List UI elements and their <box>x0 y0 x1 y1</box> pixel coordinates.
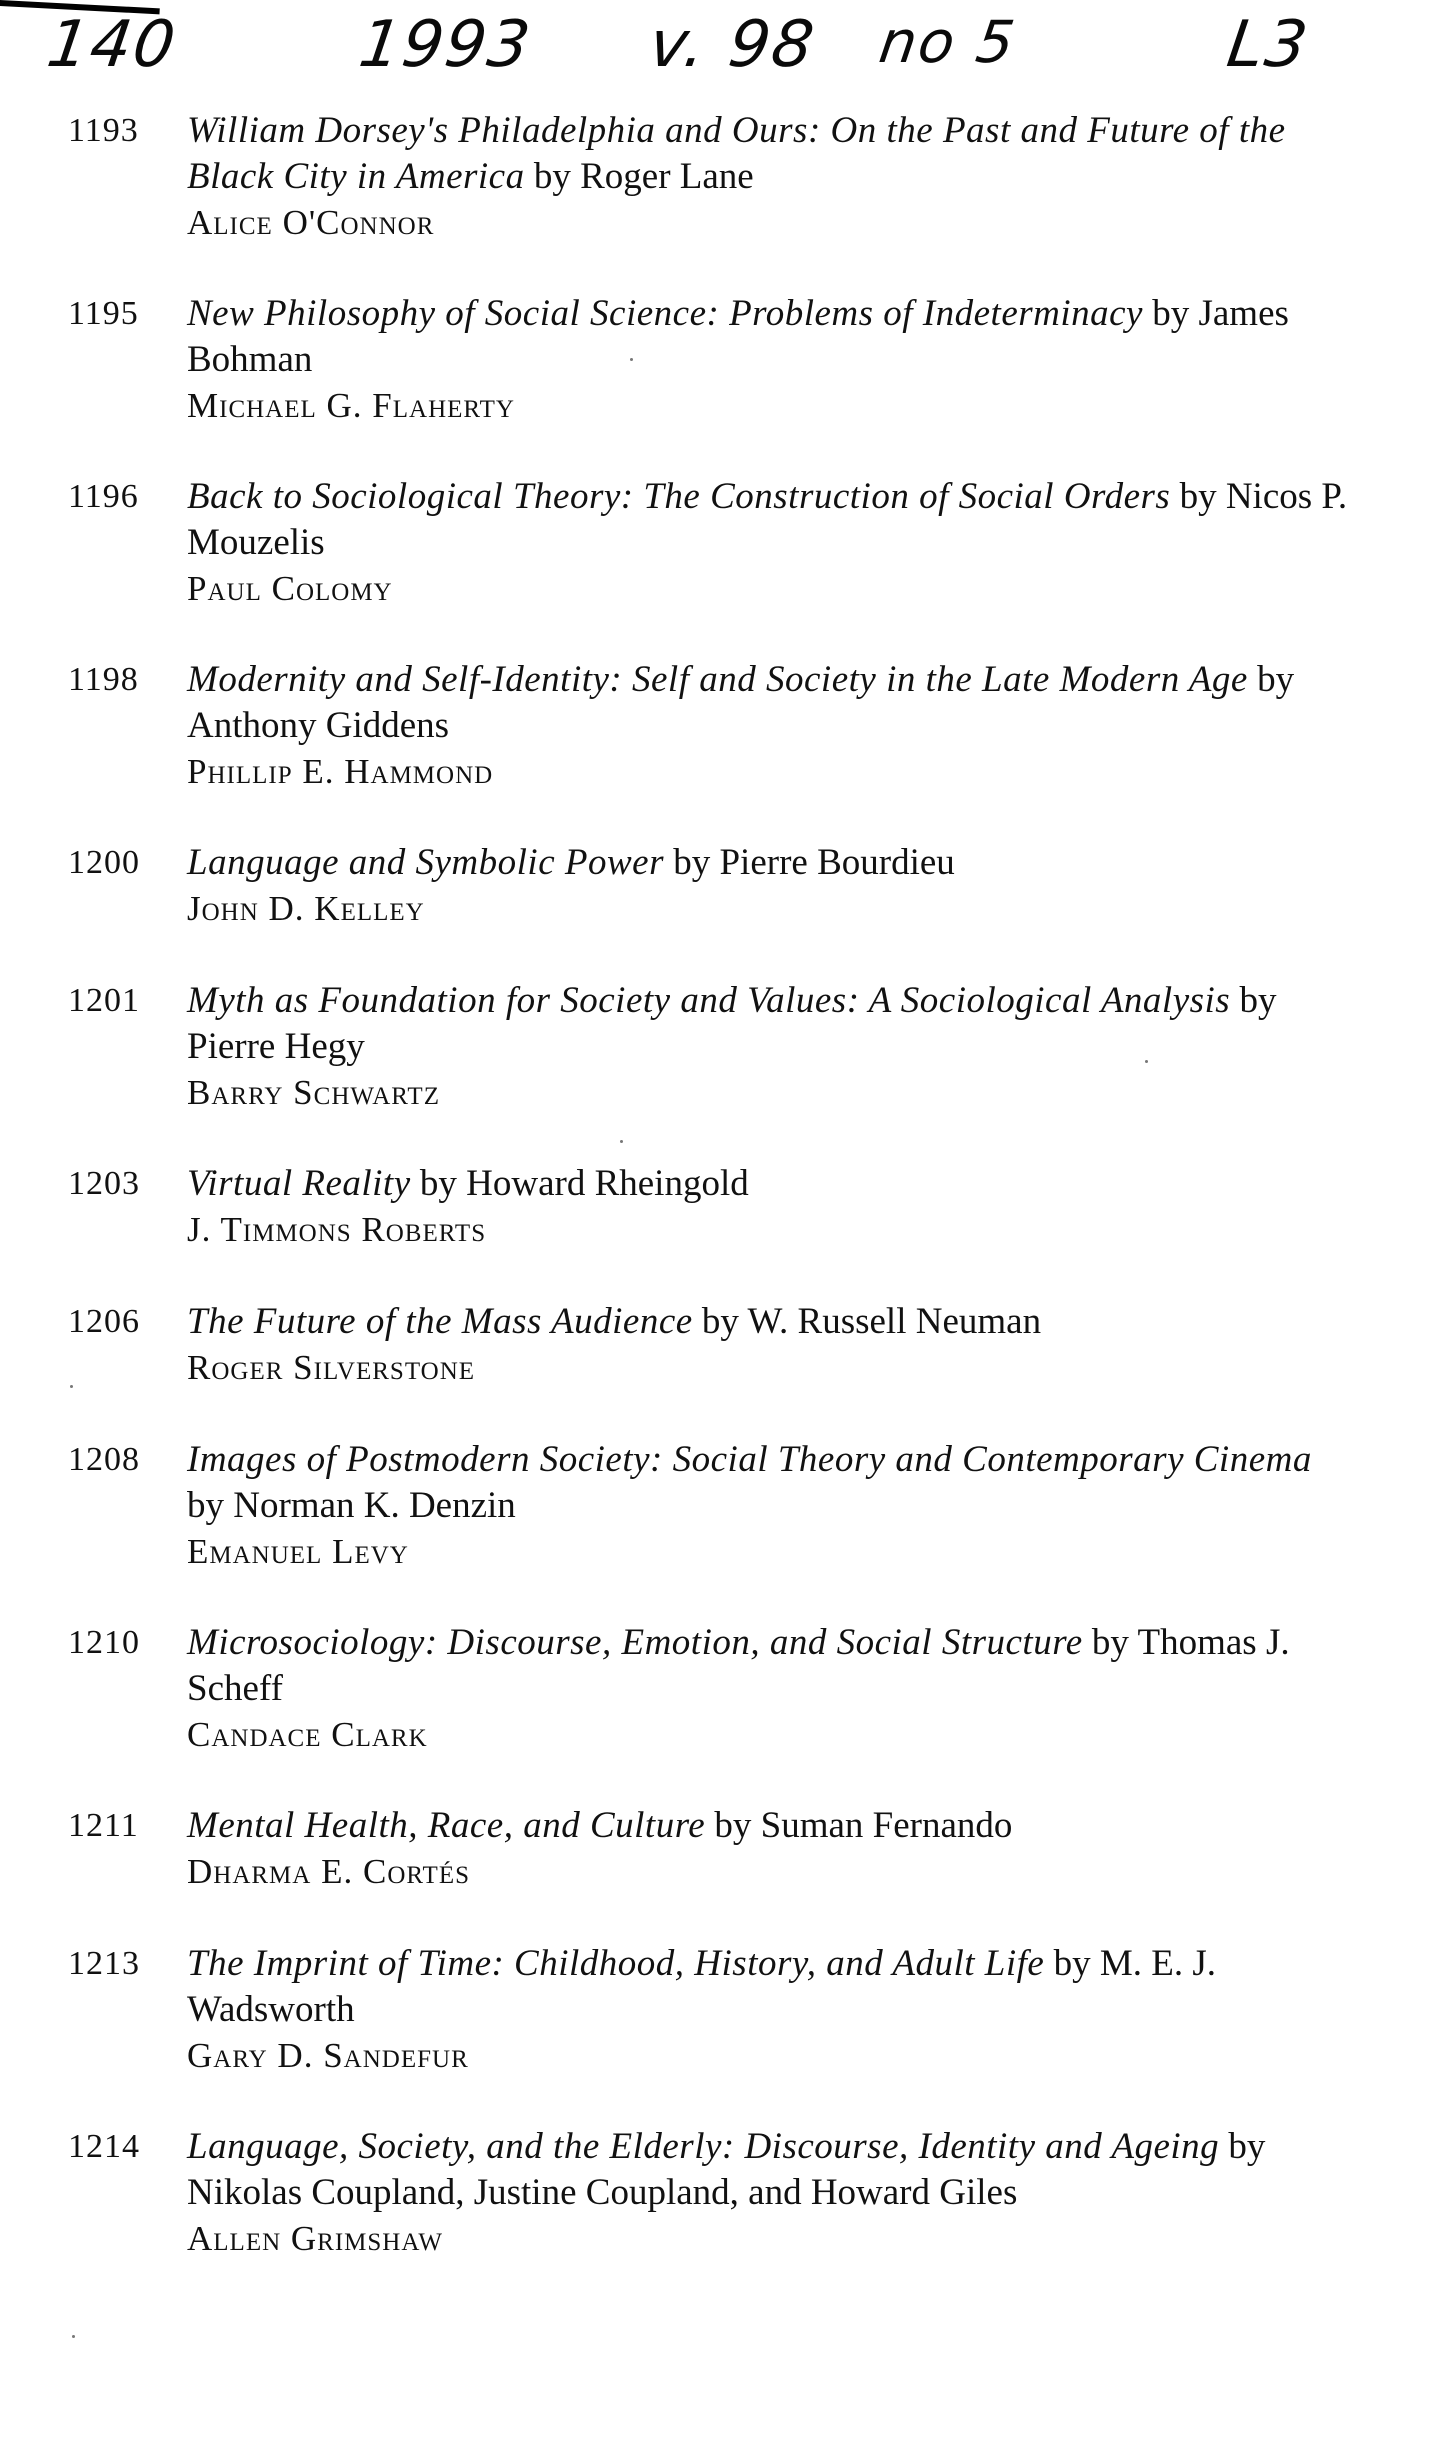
book-title: Microsociology: Discourse, Emotion, and Social Structure <box>187 1622 1083 1663</box>
book-author: by Pierre Bourdieu <box>673 842 955 883</box>
book-title: Mental Health, Race, and Culture <box>187 1805 706 1846</box>
reviewer-name: Barry Schwartz <box>187 1073 440 1112</box>
entry-text <box>187 291 1357 429</box>
book-title: The Imprint of Time: Childhood, History, and Adult Life <box>187 1943 1045 1984</box>
reviewer-name: Paul Colomy <box>187 569 393 608</box>
reviewer-name: Allen Grimshaw <box>187 2219 444 2258</box>
book-title: Back to Sociological Theory: The Construction of Social Orders <box>187 476 1171 517</box>
book-author: by M. E. J. Wadsworth <box>187 1943 1216 2030</box>
book-author: by Nikolas Coupland, Justine Coupland, and Howard Giles <box>187 2126 1266 2213</box>
page-number: 1201 <box>68 982 140 1019</box>
reviewer-name: Roger Silverstone <box>187 1348 476 1387</box>
reviewer-name: Phillip E. Hammond <box>187 752 494 791</box>
entry-text <box>187 2124 1357 2262</box>
handwritten-issue: no 5 <box>875 8 1021 76</box>
entry-text <box>187 1941 1357 2079</box>
reviewer-name: J. Timmons Roberts <box>187 1210 487 1249</box>
entry-text <box>187 657 1357 795</box>
handwritten-code: L3 <box>1222 8 1314 82</box>
reviewer-name: Michael G. Flaherty <box>187 386 515 425</box>
book-title: Language and Symbolic Power <box>187 842 664 883</box>
book-title: Language, Society, and the Elderly: Discourse, Identity and Ageing <box>187 2126 1220 2167</box>
book-author: by Anthony Giddens <box>187 659 1295 746</box>
book-title: Images of Postmodern Society: Social Theory and Contemporary Cinema <box>187 1439 1312 1480</box>
book-title: New Philosophy of Social Science: Problems of Indeterminacy <box>187 293 1143 334</box>
entry-text <box>187 840 1357 932</box>
page-number: 1213 <box>68 1945 140 1982</box>
book-author: by Roger Lane <box>533 156 754 197</box>
book-author: by Nicos P. Mouzelis <box>187 476 1348 563</box>
page-number: 1200 <box>68 844 140 881</box>
entry-text <box>187 1620 1357 1758</box>
entry-text <box>187 1299 1357 1391</box>
page-number: 1214 <box>68 2128 140 2165</box>
book-author: by James Bohman <box>187 293 1289 380</box>
book-author: by Pierre Hegy <box>187 980 1277 1067</box>
reviewer-name: John D. Kelley <box>187 889 425 928</box>
page-number: 1206 <box>68 1303 140 1340</box>
book-title: The Future of the Mass Audience <box>187 1301 693 1342</box>
book-author: by Norman K. Denzin <box>187 1485 516 1526</box>
entry-text <box>187 1437 1357 1575</box>
page-number: 1193 <box>68 112 139 149</box>
entry-text <box>187 1161 1357 1253</box>
reviewer-name: Gary D. Sandefur <box>187 2036 469 2075</box>
entry-text <box>187 108 1357 246</box>
reviewer-name: Emanuel Levy <box>187 1532 409 1571</box>
book-title: William Dorsey's Philadelphia and Ours: On the Past and Future of the Black City in America <box>187 110 1286 197</box>
page-number: 1203 <box>68 1165 140 1202</box>
book-author: by Howard Rheingold <box>419 1163 749 1204</box>
scan-speck <box>72 2335 75 2338</box>
book-title: Modernity and Self-Identity: Self and Society in the Late Modern Age <box>187 659 1248 700</box>
book-author: by Suman Fernando <box>714 1805 1013 1846</box>
handwritten-volume: v. 98 <box>644 8 820 82</box>
scan-speck <box>70 1385 73 1388</box>
handwritten-number: 140 <box>42 8 182 82</box>
page-number: 1196 <box>68 478 139 515</box>
book-title: Virtual Reality <box>187 1163 411 1204</box>
reviewer-name: Alice O'Connor <box>187 203 435 242</box>
page-number: 1208 <box>68 1441 140 1478</box>
book-author: by Thomas J. Scheff <box>187 1622 1290 1709</box>
page-number: 1210 <box>68 1624 140 1661</box>
entry-text <box>187 978 1357 1116</box>
reviewer-name: Candace Clark <box>187 1715 428 1754</box>
entry-text <box>187 474 1357 612</box>
scan-speck <box>620 1140 623 1143</box>
book-title: Myth as Foundation for Society and Values: A Sociological Analysis <box>187 980 1231 1021</box>
page-number: 1211 <box>68 1807 139 1844</box>
entry-text <box>187 1803 1357 1895</box>
book-author: by W. Russell Neuman <box>701 1301 1042 1342</box>
handwritten-year: 1993 <box>354 8 537 82</box>
page-number: 1195 <box>68 295 139 332</box>
reviewer-name: Dharma E. Cortés <box>187 1852 470 1891</box>
page-number: 1198 <box>68 661 139 698</box>
